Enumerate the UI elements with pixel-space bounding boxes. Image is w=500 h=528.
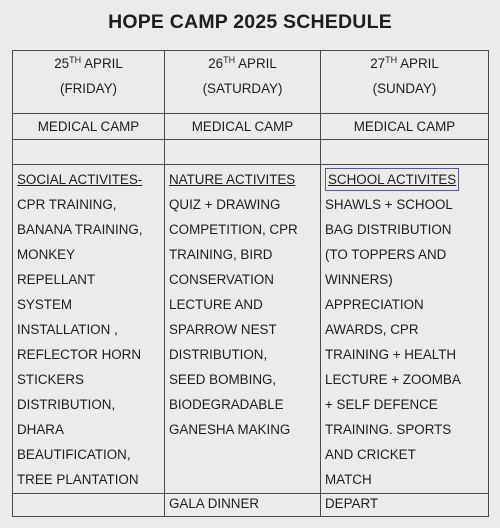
gala-dinner-cell: GALA DINNER — [165, 494, 321, 517]
activity-line: DISTRIBUTION, — [17, 397, 116, 412]
activity-line: REFLECTOR HORN — [17, 347, 142, 362]
footer-row — [13, 494, 489, 517]
activity-line: SEED BOMBING, — [169, 372, 277, 387]
medical-camp-cell: MEDICAL CAMP — [321, 114, 489, 140]
activities-row — [13, 165, 489, 494]
activity-line: LECTURE + ZOOMBA — [325, 372, 461, 387]
activity-line: AWARDS, CPR — [325, 322, 419, 337]
activity-line: TRAINING + HEALTH — [325, 347, 457, 362]
activity-line: APPRECIATION — [325, 297, 424, 312]
activity-line: TREE PLANTATION — [17, 472, 139, 487]
activity-line: DISTRIBUTION, — [169, 347, 268, 362]
activity-line: GANESHA MAKING — [169, 422, 291, 437]
medical-camp-cell: MEDICAL CAMP — [165, 114, 321, 140]
medical-row — [13, 114, 489, 140]
activity-line: BANANA TRAINING, — [17, 222, 143, 237]
activity-line: SYSTEM — [17, 297, 73, 312]
activity-line: INSTALLATION , — [17, 322, 118, 337]
page-title: HOPE CAMP 2025 SCHEDULE — [108, 11, 392, 33]
activity-line: TRAINING. SPORTS — [325, 422, 452, 437]
social-activities-cell — [13, 165, 165, 494]
activity-line: SPARROW NEST — [169, 322, 277, 337]
activity-header: SOCIAL ACTIVITES- — [17, 172, 143, 187]
activity-line: MATCH — [325, 472, 372, 487]
activity-line: QUIZ + DRAWING — [169, 197, 281, 212]
depart-cell: DEPART — [321, 494, 489, 517]
schedule-table — [12, 50, 489, 517]
date-row — [13, 51, 489, 114]
activity-line: BIODEGRADABLE — [169, 397, 284, 412]
nature-activities-cell — [165, 165, 321, 494]
activity-line: STICKERS — [17, 372, 84, 387]
activity-line: BEAUTIFICATION, — [17, 447, 131, 462]
date-cell-day1: 25TH APRIL (FRIDAY) — [13, 51, 165, 114]
activity-line: BAG DISTRIBUTION — [325, 222, 452, 237]
footer-cell — [13, 494, 165, 517]
activity-line: + SELF DEFENCE — [325, 397, 438, 412]
weekday-label: (SUNDAY) — [372, 81, 437, 96]
activity-line: REPELLANT — [17, 272, 96, 287]
activity-line: TRAINING, BIRD — [169, 247, 273, 262]
activity-line: MONKEY — [17, 247, 76, 262]
activity-line: SHAWLS + SCHOOL — [325, 197, 453, 212]
activity-line: (TO TOPPERS AND — [325, 247, 447, 262]
activity-line: CONSERVATION — [169, 272, 274, 287]
date-cell-day2: 26TH APRIL (SATURDAY) — [165, 51, 321, 114]
activity-line: LECTURE AND — [169, 297, 263, 312]
weekday-label: (SATURDAY) — [202, 81, 283, 96]
spacer-row — [13, 140, 489, 165]
weekday-label: (FRIDAY) — [59, 81, 118, 96]
activity-line: WINNERS) — [325, 272, 393, 287]
activity-line: COMPETITION, CPR — [169, 222, 298, 237]
date-cell-day3: 27TH APRIL (SUNDAY) — [321, 51, 489, 114]
activity-header: SCHOOL ACTIVITES — [325, 168, 459, 191]
activity-line: AND CRICKET — [325, 447, 416, 462]
medical-camp-cell: MEDICAL CAMP — [13, 114, 165, 140]
activity-line: CPR TRAINING, — [17, 197, 117, 212]
school-activities-cell — [321, 165, 489, 494]
activity-header: NATURE ACTIVITES — [169, 172, 296, 187]
activity-line: DHARA — [17, 422, 64, 437]
